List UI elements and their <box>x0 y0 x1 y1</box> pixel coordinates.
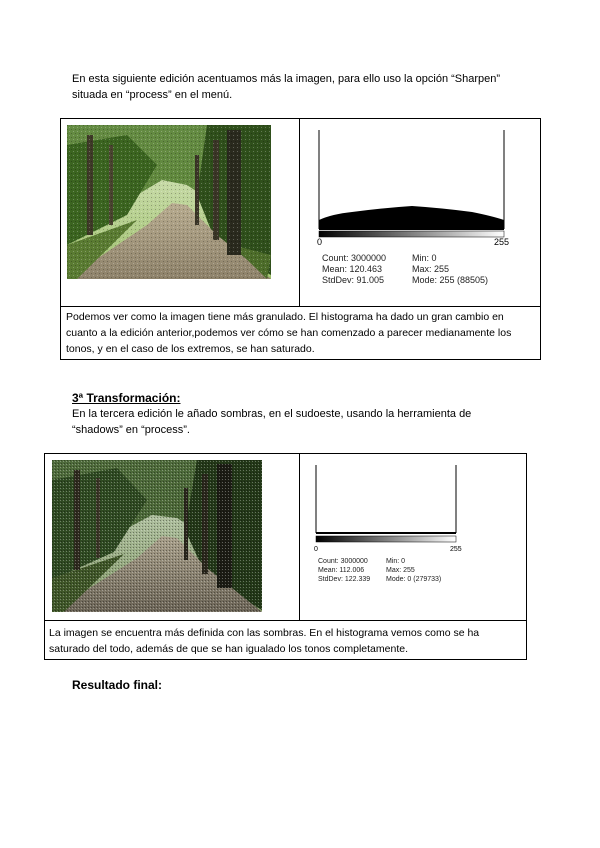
section-3-line-1: En la tercera edición le añado sombras, en el sudoeste, usando la herramienta de <box>72 408 472 420</box>
stat-stddev: StdDev: 91.005 <box>322 275 385 285</box>
stat-max: Max: 255 <box>412 264 450 274</box>
histogram-1-x-max: 255 <box>494 237 510 246</box>
histogram-1-stats <box>322 253 522 289</box>
figure-2-row-divider <box>44 620 527 621</box>
histogram-2-x-min: 0 <box>314 546 318 553</box>
histogram-2-stats <box>318 557 488 587</box>
stat-mean: Mean: 112.006 <box>318 567 365 574</box>
intro-line-1: En esta siguiente edición acentuamos más la imagen, para ello uso la opción “Sharpen” <box>72 73 501 85</box>
histogram-2-x-max: 255 <box>450 546 462 553</box>
histogram-1 <box>312 128 512 246</box>
stat-mode: Mode: 0 (279733) <box>386 576 442 583</box>
figure-1-caption <box>66 309 536 357</box>
figure-2-column-divider <box>299 453 300 621</box>
stat-count: Count: 3000000 <box>318 558 368 565</box>
stat-min: Min: 0 <box>412 253 437 263</box>
histogram-2-bars <box>316 532 456 534</box>
forest-path-photo-shadows <box>52 460 262 612</box>
caption-line: saturado del todo, además de que se han igualado los tonos completamente. <box>49 643 408 655</box>
stat-count: Count: 3000000 <box>322 253 387 263</box>
figure-1-row-divider <box>60 306 541 307</box>
stat-max: Max: 255 <box>386 567 415 574</box>
final-result-heading: Resultado final: <box>72 678 163 692</box>
histogram-2-gray-ramp <box>316 536 456 542</box>
caption-line: Podemos ver como la imagen tiene más granulado. El histograma ha dado un gran cambio en <box>66 311 504 323</box>
stat-min: Min: 0 <box>386 558 406 565</box>
figure-2-caption <box>49 625 523 657</box>
forest-path-photo-sharpened <box>67 125 271 279</box>
histogram-2 <box>310 463 470 555</box>
caption-line: tonos, y en el caso de los extremos, se han saturado. <box>66 343 315 355</box>
caption-line: cuanto a la edición anterior,podemos ver cómo se han comenzado a parecer medianamente los <box>66 327 512 339</box>
histogram-1-bars <box>319 206 504 229</box>
histogram-1-x-min: 0 <box>317 237 323 246</box>
intro-line-2: situada en “process” en el menú. <box>72 89 233 101</box>
caption-line: La imagen se encuentra más definida con las sombras. En el histograma vemos como se ha <box>49 627 480 639</box>
stat-mean: Mean: 120.463 <box>322 264 383 274</box>
figure-1-column-divider <box>299 118 300 307</box>
stat-stddev: StdDev: 122.339 <box>318 576 371 583</box>
stat-mode: Mode: 255 (88505) <box>412 275 489 285</box>
histogram-1-gray-ramp <box>319 231 504 237</box>
section-3-heading: 3ª Transformación: <box>72 391 181 405</box>
section-3-line-2: “shadows” en “process”. <box>72 424 190 436</box>
